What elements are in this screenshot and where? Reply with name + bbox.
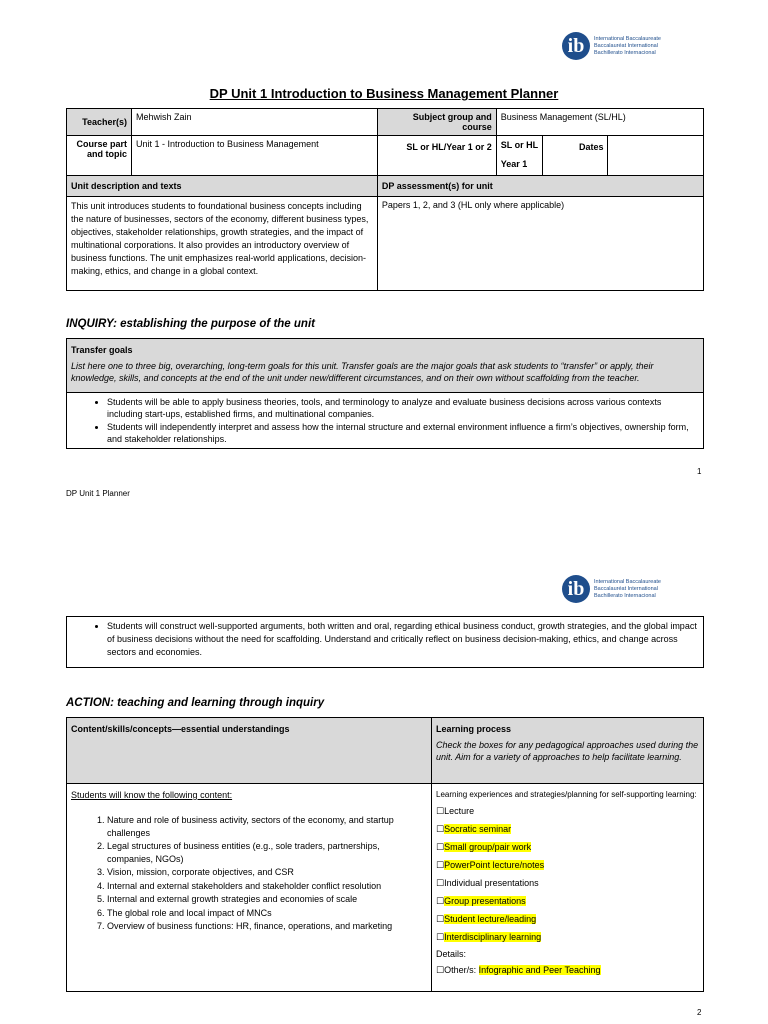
- logo-line: Bachillerato Internacional: [594, 49, 656, 56]
- learning-option-label: Individual presentations: [444, 878, 539, 888]
- list-item: 5. Internal and external growth strategies and economies of scale: [107, 893, 427, 906]
- list-item: 2. Legal structures of business entities (e.g., sole traders, partnerships, companies, NGOs): [107, 840, 427, 865]
- subject-value: Business Management (SL/HL): [496, 109, 703, 136]
- checkbox-icon[interactable]: ☐: [436, 914, 445, 924]
- list-item: • Students will be able to apply business theories, tools, and terminology to analyze and evaluate business decisions across various contexts including start-ups, established firms, and multinational companies.: [107, 396, 699, 420]
- checkbox-icon[interactable]: ☐: [436, 860, 445, 870]
- dates-value: [608, 136, 704, 176]
- transfer-goals-instructions: List here one to three big, overarching, long-term goals for this unit. Transfer goals are the major goals that ask students to “transfer” or apply, their knowledge, skills, and concepts at the end of the unit under new/different circumstances, and on their own without scaffolding from the teacher.: [71, 361, 654, 383]
- checkbox-icon[interactable]: ☐: [436, 806, 445, 816]
- desc-label: Unit description and texts: [67, 176, 378, 197]
- transfer-goals-label: Transfer goals: [71, 345, 133, 355]
- other-label: Other/s:: [444, 965, 477, 975]
- know-label: Students will know the following content:: [71, 790, 233, 800]
- logo-line: International Baccalaureate: [594, 578, 661, 585]
- page-number: 1: [697, 467, 702, 476]
- level-value-1: SL or HL: [500, 140, 539, 150]
- transfer-goals-list: [71, 620, 699, 659]
- learning-option[interactable]: [436, 913, 699, 925]
- ib-logo: [562, 575, 661, 603]
- list-item: • Students will construct well-supported arguments, both written and oral, regarding ethical business conduct, growth strategies, and the global impact of business decisions without the need for scaffolding. Understand and critically reflect on business decision-making, ethics, and change across sectors and economies.: [107, 620, 699, 659]
- level-value-2: Year 1: [500, 159, 528, 169]
- page-number: 2: [697, 1008, 702, 1017]
- learning-option-label: Lecture: [444, 806, 475, 816]
- learning-option-label: PowerPoint lecture/notes: [444, 860, 545, 870]
- list-item: 7. Overview of business functions: HR, finance, operations, and marketing: [107, 920, 427, 933]
- checkbox-icon[interactable]: ☐: [436, 896, 445, 906]
- list-item: 4. Internal and external stakeholders and stakeholder conflict resolution: [107, 880, 427, 893]
- ib-logo-icon: ib: [562, 32, 590, 60]
- document-title: DP Unit 1 Introduction to Business Management Planner: [209, 86, 559, 101]
- learning-option[interactable]: [436, 805, 699, 817]
- other-option[interactable]: [436, 965, 699, 976]
- course-value: Unit 1 - Introduction to Business Management: [132, 136, 378, 176]
- action-heading: ACTION: teaching and learning through inquiry: [66, 697, 325, 709]
- page-footer: DP Unit 1 Planner: [66, 489, 130, 498]
- learning-option-label: Small group/pair work: [444, 842, 532, 852]
- content-label: Content/skills/concepts—essential understandings: [67, 718, 432, 784]
- logo-line: Baccalauréat International: [594, 42, 658, 49]
- transfer-goals-table: [66, 338, 704, 449]
- list-item: • Students will independently interpret and assess how the internal structure and external environment influence a firm’s objectives, ownership form, and stakeholder relationships.: [107, 421, 699, 445]
- details-label: Details:: [436, 949, 467, 959]
- logo-line: International Baccalaureate: [594, 35, 661, 42]
- learning-option[interactable]: [436, 877, 699, 889]
- learning-process-instructions: Check the boxes for any pedagogical approaches used during the unit. Aim for a variety of approaches to help facilitate learning.: [436, 740, 699, 762]
- dates-label: Dates: [543, 136, 608, 176]
- ib-logo: [562, 32, 661, 60]
- checkbox-icon[interactable]: ☐: [436, 842, 445, 852]
- list-item: 1. Nature and role of business activity, sectors of the economy, and startup challenges: [107, 814, 427, 839]
- learning-option[interactable]: [436, 859, 699, 871]
- checkbox-icon[interactable]: ☐: [436, 878, 445, 888]
- transfer-goals-continued-table: [66, 616, 704, 668]
- learning-process-label: Learning process: [436, 724, 512, 734]
- course-label: Course part and topic: [67, 136, 132, 176]
- content-list: [71, 814, 427, 933]
- other-value: Infographic and Peer Teaching: [478, 965, 601, 975]
- learning-option[interactable]: [436, 823, 699, 835]
- list-item: 6. The global role and local impact of MNCs: [107, 907, 427, 920]
- unit-info-table: [66, 108, 704, 291]
- teacher-label: Teacher(s): [67, 109, 132, 136]
- subject-label: Subject group and course: [377, 109, 496, 136]
- level-label: SL or HL/Year 1 or 2: [377, 136, 496, 176]
- learning-option[interactable]: [436, 895, 699, 907]
- logo-line: Bachillerato Internacional: [594, 592, 656, 599]
- learning-option-label: Group presentations: [444, 896, 526, 906]
- assess-label: DP assessment(s) for unit: [377, 176, 703, 197]
- checkbox-icon[interactable]: ☐: [436, 965, 445, 975]
- learning-option[interactable]: [436, 931, 699, 943]
- inquiry-heading: INQUIRY: establishing the purpose of the unit: [66, 318, 315, 330]
- learning-option[interactable]: [436, 841, 699, 853]
- assessment-value: Papers 1, 2, and 3 (HL only where applicable): [377, 197, 703, 291]
- teacher-value: Mehwish Zain: [132, 109, 378, 136]
- learning-option-label: Socratic seminar: [444, 824, 512, 834]
- logo-line: Baccalauréat International: [594, 585, 658, 592]
- unit-description: This unit introduces students to foundational business concepts including the nature of businesses, sectors of the economy, different business types, objectives, stakeholder relationships, growth strategies, and the impact of multinational corporations. It also provides an introductory overview of business functions. The unit emphasizes real-world applications, decision-making, ethics, and change in a global context.: [67, 197, 378, 291]
- transfer-goals-list: [71, 396, 699, 445]
- ib-logo-icon: ib: [562, 575, 590, 603]
- action-table: [66, 717, 704, 992]
- list-item: 3. Vision, mission, corporate objectives, and CSR: [107, 866, 427, 879]
- learning-options-list: [436, 805, 699, 943]
- checkbox-icon[interactable]: ☐: [436, 932, 445, 942]
- learning-option-label: Student lecture/leading: [444, 914, 537, 924]
- learning-option-label: Interdisciplinary learning: [444, 932, 542, 942]
- strategies-intro: Learning experiences and strategies/planning for self-supporting learning:: [436, 790, 697, 799]
- checkbox-icon[interactable]: ☐: [436, 824, 445, 834]
